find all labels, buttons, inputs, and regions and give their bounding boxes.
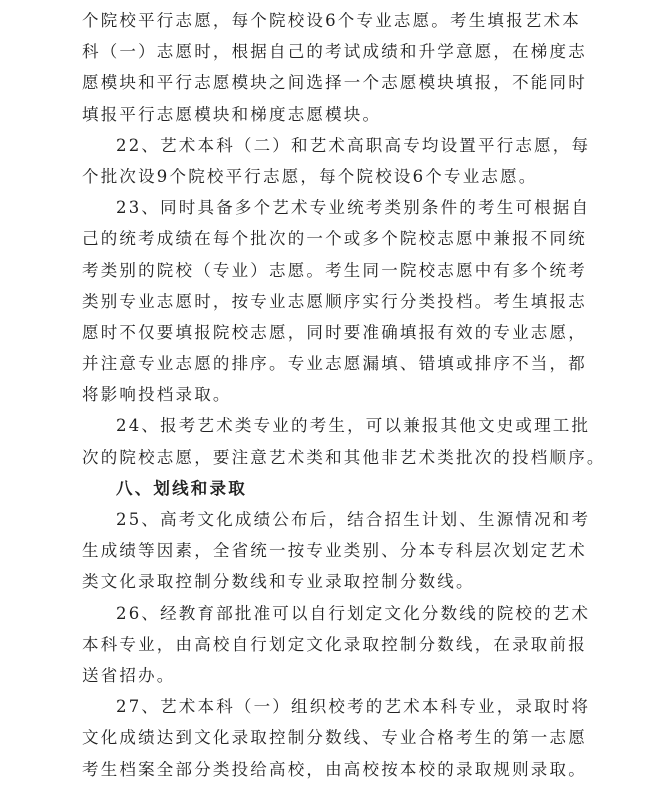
text-line: 个院校平行志愿，每个院校设6个专业志愿。考生填报艺术本 <box>82 11 581 30</box>
text-line: 26、经教育部批准可以自行划定文化分数线的院校的艺术 <box>116 603 591 623</box>
text-line: 文化成绩达到文化录取控制分数线、专业合格考生的第一志愿 <box>82 728 587 748</box>
text-line: 考类别的院校（专业）志愿。考生同一院校志愿中有多个统考 <box>82 260 587 280</box>
text-line: 25、高考文化成绩公布后，结合招生计划、生源情况和考 <box>116 510 591 529</box>
text-line: 次的院校志愿，要注意艺术类和其他非艺术类批次的投档顺序。 <box>82 447 606 467</box>
text-line: 类文化录取控制分数线和专业录取控制分数线。 <box>82 572 475 592</box>
text-line: 将影响投档录取。 <box>82 385 232 405</box>
text-line: 送省招办。 <box>82 665 176 685</box>
text-line: 类别专业志愿时，按专业志愿顺序实行分类投档。考生填报志 <box>82 291 587 311</box>
text-line: 本科专业，由高校自行划定文化录取控制分数线，在录取前报 <box>82 634 587 654</box>
text-line: 己的统考成绩在每个批次的一个或多个院校志愿中兼报不同统 <box>82 229 587 249</box>
text-line: 科（一）志愿时，根据自己的考试成绩和升学意愿，在梯度志 <box>82 42 587 62</box>
text-line: 考生档案全部分类投给高校，由高校按本校的录取规则录取。 <box>82 759 587 779</box>
text-line: 个批次设9个院校平行志愿，每个院校设6个专业志愿。 <box>82 166 538 186</box>
text-line: 24、报考艺术类专业的考生，可以兼报其他文史或理工批 <box>116 416 591 436</box>
text-line: 并注意专业志愿的排序。专业志愿漏填、错填或排序不当，都 <box>82 354 587 374</box>
section-heading: 八、划线和录取 <box>116 478 247 498</box>
text-line: 填报平行志愿模块和梯度志愿模块。 <box>82 104 382 124</box>
text-line: 愿模块和平行志愿模块之间选择一个志愿模块填报，不能同时 <box>82 73 587 93</box>
text-line: 23、同时具备多个艺术专业统考类别条件的考生可根据自 <box>116 198 591 218</box>
text-line: 27、艺术本科（一）组织校考的艺术本科专业，录取时将 <box>116 697 591 717</box>
text-line: 生成绩等因素，全省统一按专业类别、分本专科层次划定艺术 <box>82 541 587 561</box>
text-line: 愿时不仅要填报院校志愿，同时要准确填报有效的专业志愿， <box>82 322 587 342</box>
text-line: 22、艺术本科（二）和艺术高职高专均设置平行志愿，每 <box>116 135 591 155</box>
